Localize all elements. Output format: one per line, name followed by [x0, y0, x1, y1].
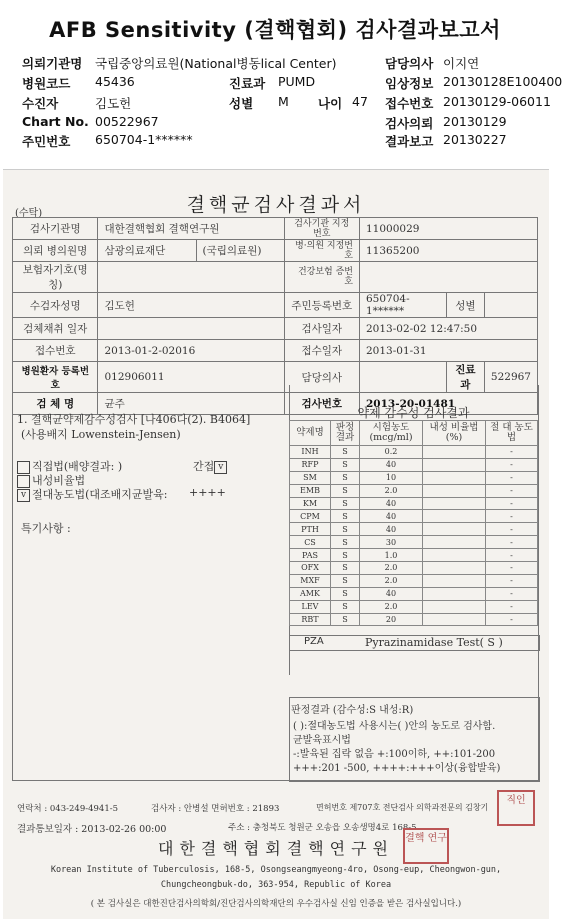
value-chart-no: 00522967	[95, 114, 159, 129]
dst-cell-absolute: -	[486, 446, 538, 459]
dst-row	[290, 562, 538, 575]
dst-row	[290, 497, 538, 510]
seal-stamp-1: 직인	[497, 790, 535, 826]
dst-cell-conc: 2.0	[360, 600, 423, 613]
cell-receipt-date: 2013-01-31	[360, 340, 538, 362]
cell-rrn: 650704-1******	[360, 293, 447, 318]
cell-hospital-alt: (국립의료원)	[196, 240, 284, 262]
dst-cell-ratio	[423, 613, 486, 626]
dst-cell-ratio	[423, 510, 486, 523]
judge-line-5: +++:201 -500, ++++:+++이상(융합발육)	[293, 763, 501, 774]
cell-insurance-no-label: 건강보험 증번호	[284, 262, 359, 293]
dst-cell-ratio	[423, 549, 486, 562]
dst-cell-result: S	[331, 536, 360, 549]
cell-lab-id-label: 검사기관 지정번호	[284, 218, 359, 240]
dst-cell-absolute: -	[486, 484, 538, 497]
dst-cell-drug: CPM	[290, 510, 331, 523]
dst-row	[290, 523, 538, 536]
dst-cell-ratio	[423, 446, 486, 459]
cell-lab-id: 11000029	[360, 218, 538, 240]
label-clinical-info: 임상정보	[385, 76, 434, 91]
value-receipt-no: 20130129-06011	[443, 94, 551, 109]
cell-test-date-label: 검사일자	[284, 318, 359, 340]
ratio-method: 내성비율법	[17, 472, 85, 488]
footer-date: 결과통보일자 : 2013-02-26 00:00	[17, 824, 167, 835]
footer-examiner: 검사자 : 안병설 면허번호 : 21893	[151, 804, 280, 814]
footer-eng-line-1: Korean Institute of Tuberculosis, 168-5, Osongseangmyeong-4ro, Osong-eup, Cheongwon-gun,	[50, 865, 502, 875]
dst-cell-drug: SM	[290, 471, 331, 484]
dst-cell-conc: 40	[360, 523, 423, 536]
cell-insurance-no	[360, 262, 538, 293]
dst-cell-drug: AMK	[290, 587, 331, 600]
scan-title: 결핵균검사결과서	[186, 194, 366, 216]
dst-cell-ratio	[423, 523, 486, 536]
label-institution: 의뢰기관명	[22, 56, 83, 71]
dst-cell-absolute: -	[486, 523, 538, 536]
label-department: 진료과	[229, 76, 266, 91]
dst-cell-drug: PAS	[290, 549, 331, 562]
direct-method: 직접법(배양결과: )	[17, 458, 122, 474]
dst-cell-result: S	[331, 587, 360, 600]
value-clinical-info: 20130128E100400	[443, 74, 562, 89]
cell-collect-date-label: 검체채취 일자	[13, 318, 98, 340]
dst-cell-ratio	[423, 458, 486, 471]
dst-cell-absolute: -	[486, 574, 538, 587]
cell-dept-label: 진료과	[446, 362, 484, 393]
dst-cell-result: S	[331, 458, 360, 471]
value-sex: M	[278, 94, 289, 109]
dst-row	[290, 613, 538, 626]
label-receipt-no: 접수번호	[385, 96, 434, 111]
cell-collect-date	[98, 318, 284, 340]
label-resident-no: 주민번호	[22, 134, 71, 149]
label-sex: 성별	[229, 96, 254, 111]
dst-row	[290, 446, 538, 459]
dst-cell-conc: 2.0	[360, 562, 423, 575]
cell-examinee-label: 수검자성명	[13, 293, 98, 318]
dst-row	[290, 600, 538, 613]
cell-specimen: 균주	[98, 393, 284, 415]
value-hospital-code: 45436	[95, 74, 135, 89]
dst-header-row	[290, 421, 538, 446]
cell-hospital: 삼광의료재단	[98, 240, 196, 262]
judge-line-4: -:발육된 집락 없음 +:100이하, ++:101-200	[293, 749, 496, 760]
value-institution: 국립중앙의료원(National병동lical Center)	[95, 56, 337, 71]
form-number: (수탁)	[15, 208, 43, 219]
dst-header-drug: 약제명	[290, 421, 331, 446]
dst-row	[290, 484, 538, 497]
dst-title: 약제 감수성 검사결과	[357, 406, 470, 420]
dst-row	[290, 510, 538, 523]
judge-line-3: 균발육표시법	[293, 735, 351, 746]
dst-cell-drug: LEV	[290, 600, 331, 613]
value-age: 47	[352, 94, 368, 109]
dst-row	[290, 549, 538, 562]
dst-cell-result: S	[331, 471, 360, 484]
dst-cell-drug: RBT	[290, 613, 331, 626]
value-report-date: 20130227	[443, 132, 507, 147]
dst-row	[290, 458, 538, 471]
value-resident-no: 650704-1******	[95, 132, 193, 147]
dst-cell-ratio	[423, 497, 486, 510]
footer-org-name: 대한결핵협회결핵연구원	[157, 839, 395, 858]
dst-cell-absolute: -	[486, 497, 538, 510]
dst-header-result: 판정 결과	[331, 421, 360, 446]
dst-cell-result: S	[331, 613, 360, 626]
cell-test-date: 2013-02-02 12:47:50	[360, 318, 538, 340]
cell-reg-no: 012906011	[98, 362, 284, 393]
cell-specimen-label: 검 체 명	[13, 393, 98, 415]
cell-sex-label: 성별	[446, 293, 484, 318]
dst-cell-drug: INH	[290, 446, 331, 459]
dst-cell-conc: 0.2	[360, 446, 423, 459]
pza-label: PZA	[304, 636, 324, 647]
cell-lab-name: 대한결핵협회 결핵연구원	[98, 218, 284, 240]
judge-line-2: ( ):절대농도법 사용시는( )안의 농도로 검사함.	[293, 721, 496, 732]
dst-cell-conc: 30	[360, 536, 423, 549]
dst-header-ratio: 내성 비율법(%)	[423, 421, 486, 446]
dst-cell-drug: MXF	[290, 574, 331, 587]
footer-address: 주소 : 충청북도 청원군 오송읍 오송생명4로 168-5	[228, 823, 417, 833]
label-chart-no: Chart No.	[22, 114, 89, 129]
dst-cell-result: S	[331, 574, 360, 587]
dst-cell-ratio	[423, 600, 486, 613]
pza-text: Pyrazinamidase Test( S )	[365, 636, 503, 649]
dst-cell-absolute: -	[486, 613, 538, 626]
dst-cell-result: S	[331, 484, 360, 497]
medium-line: (사용배지 Lowenstein-Jensen)	[21, 428, 181, 441]
dst-cell-drug: EMB	[290, 484, 331, 497]
dst-cell-result: S	[331, 523, 360, 536]
dst-cell-absolute: -	[486, 536, 538, 549]
label-report-date: 결과보고	[385, 134, 434, 149]
dst-cell-ratio	[423, 471, 486, 484]
cell-reg-no-label: 병원환자 등록번호	[13, 362, 98, 393]
value-patient: 김도헌	[95, 96, 132, 111]
dst-header-conc: 시험농도 (mcg/ml)	[360, 421, 423, 446]
dst-row	[290, 587, 538, 600]
dst-cell-result: S	[331, 600, 360, 613]
cell-insurer-label: 보험자기호(명칭)	[13, 262, 98, 293]
judge-line-1: 판정결과 (감수성:S 내성:R)	[291, 705, 414, 716]
dst-cell-conc: 2.0	[360, 484, 423, 497]
dst-cell-result: S	[331, 549, 360, 562]
dst-cell-absolute: -	[486, 562, 538, 575]
dst-cell-conc: 20	[360, 613, 423, 626]
dst-row	[290, 471, 538, 484]
dst-cell-absolute: -	[486, 549, 538, 562]
cell-rrn-label: 주민등록번호	[284, 293, 359, 318]
cell-lab-name-label: 검사기관명	[13, 218, 98, 240]
dst-cell-drug: PTH	[290, 523, 331, 536]
cell-sex	[484, 293, 537, 318]
seal-stamp-2: 결핵 연구	[403, 828, 449, 864]
dst-cell-ratio	[423, 562, 486, 575]
label-request-date: 검사의뢰	[385, 116, 434, 131]
dst-cell-conc: 1.0	[360, 549, 423, 562]
absolute-checkbox: v	[17, 489, 30, 502]
dst-cell-absolute: -	[486, 600, 538, 613]
footer-license: 면허번호 제707호 전단검사 의학과전문의 김창기	[316, 803, 489, 812]
value-request-date: 20130129	[443, 114, 507, 129]
dst-cell-drug: CS	[290, 536, 331, 549]
cell-hospital-id-label: 병·의원 지정번호	[284, 240, 359, 262]
cell-hospital-id: 11365200	[360, 240, 538, 262]
label-hospital-code: 병원코드	[22, 76, 71, 91]
indirect-method: 간접 v	[193, 458, 229, 474]
label-patient: 수진자	[22, 96, 59, 111]
indirect-checkbox: v	[214, 461, 227, 474]
label-doctor: 담당의사	[385, 56, 434, 71]
label-age: 나이	[318, 96, 343, 111]
dst-cell-conc: 10	[360, 471, 423, 484]
dst-cell-conc: 40	[360, 587, 423, 600]
cell-dept: 522967	[484, 362, 537, 393]
value-doctor: 이지연	[443, 56, 480, 71]
cell-examinee: 김도헌	[98, 293, 284, 318]
dst-cell-ratio	[423, 574, 486, 587]
dst-cell-conc: 40	[360, 510, 423, 523]
cell-test-no: 2013-20-01481	[360, 393, 538, 415]
cell-physician-label: 담당의사	[284, 362, 359, 393]
test-line: 1. 결핵균약제감수성검사 [나406다(2). B4064]	[17, 413, 251, 426]
dst-cell-result: S	[331, 510, 360, 523]
dst-cell-absolute: -	[486, 510, 538, 523]
dst-cell-ratio	[423, 587, 486, 600]
dst-row	[290, 574, 538, 587]
dst-row	[290, 536, 538, 549]
dst-cell-drug: RFP	[290, 458, 331, 471]
dst-cell-conc: 2.0	[360, 574, 423, 587]
cell-receipt-label: 접수번호	[13, 340, 98, 362]
cell-insurer	[98, 262, 284, 293]
scanned-report	[3, 169, 549, 919]
cell-hospital-label: 의뢰 병의원명	[13, 240, 98, 262]
dst-cell-ratio	[423, 536, 486, 549]
dst-cell-conc: 40	[360, 458, 423, 471]
dst-cell-result: S	[331, 497, 360, 510]
footer-phone: 연락처 : 043-249-4941-5	[17, 804, 119, 814]
dst-table	[289, 420, 538, 626]
dst-cell-ratio	[423, 484, 486, 497]
report-title: AFB Sensitivity (결핵협회) 검사결과보고서	[49, 18, 501, 42]
footer-note: ( 본 검사실은 대한진단검사의학회/진단검사의학재단의 우수검사실 신임 인증을 받은 검사실입니다.)	[90, 899, 462, 909]
dst-cell-absolute: -	[486, 587, 538, 600]
value-department: PUMD	[278, 74, 316, 89]
absolute-growth: ++++	[189, 486, 226, 499]
cell-test-no-label: 검사번호	[284, 393, 359, 415]
dst-cell-drug: KM	[290, 497, 331, 510]
cell-receipt: 2013-01-2-02016	[98, 340, 284, 362]
dst-cell-absolute: -	[486, 458, 538, 471]
dst-cell-result: S	[331, 562, 360, 575]
cell-receipt-date-label: 접수일자	[284, 340, 359, 362]
dst-cell-drug: OFX	[290, 562, 331, 575]
dst-cell-absolute: -	[486, 471, 538, 484]
footer-eng-line-2: Chungcheongbuk-do, 363-954, Republic of Korea	[160, 880, 392, 890]
remarks-label: 특기사항 :	[21, 522, 71, 535]
absolute-method: v 절대농도법(대조배지균발육:	[17, 486, 168, 502]
dst-cell-result: S	[331, 446, 360, 459]
dst-header-absolute: 절 대 농도법	[486, 421, 538, 446]
dst-cell-conc: 40	[360, 497, 423, 510]
